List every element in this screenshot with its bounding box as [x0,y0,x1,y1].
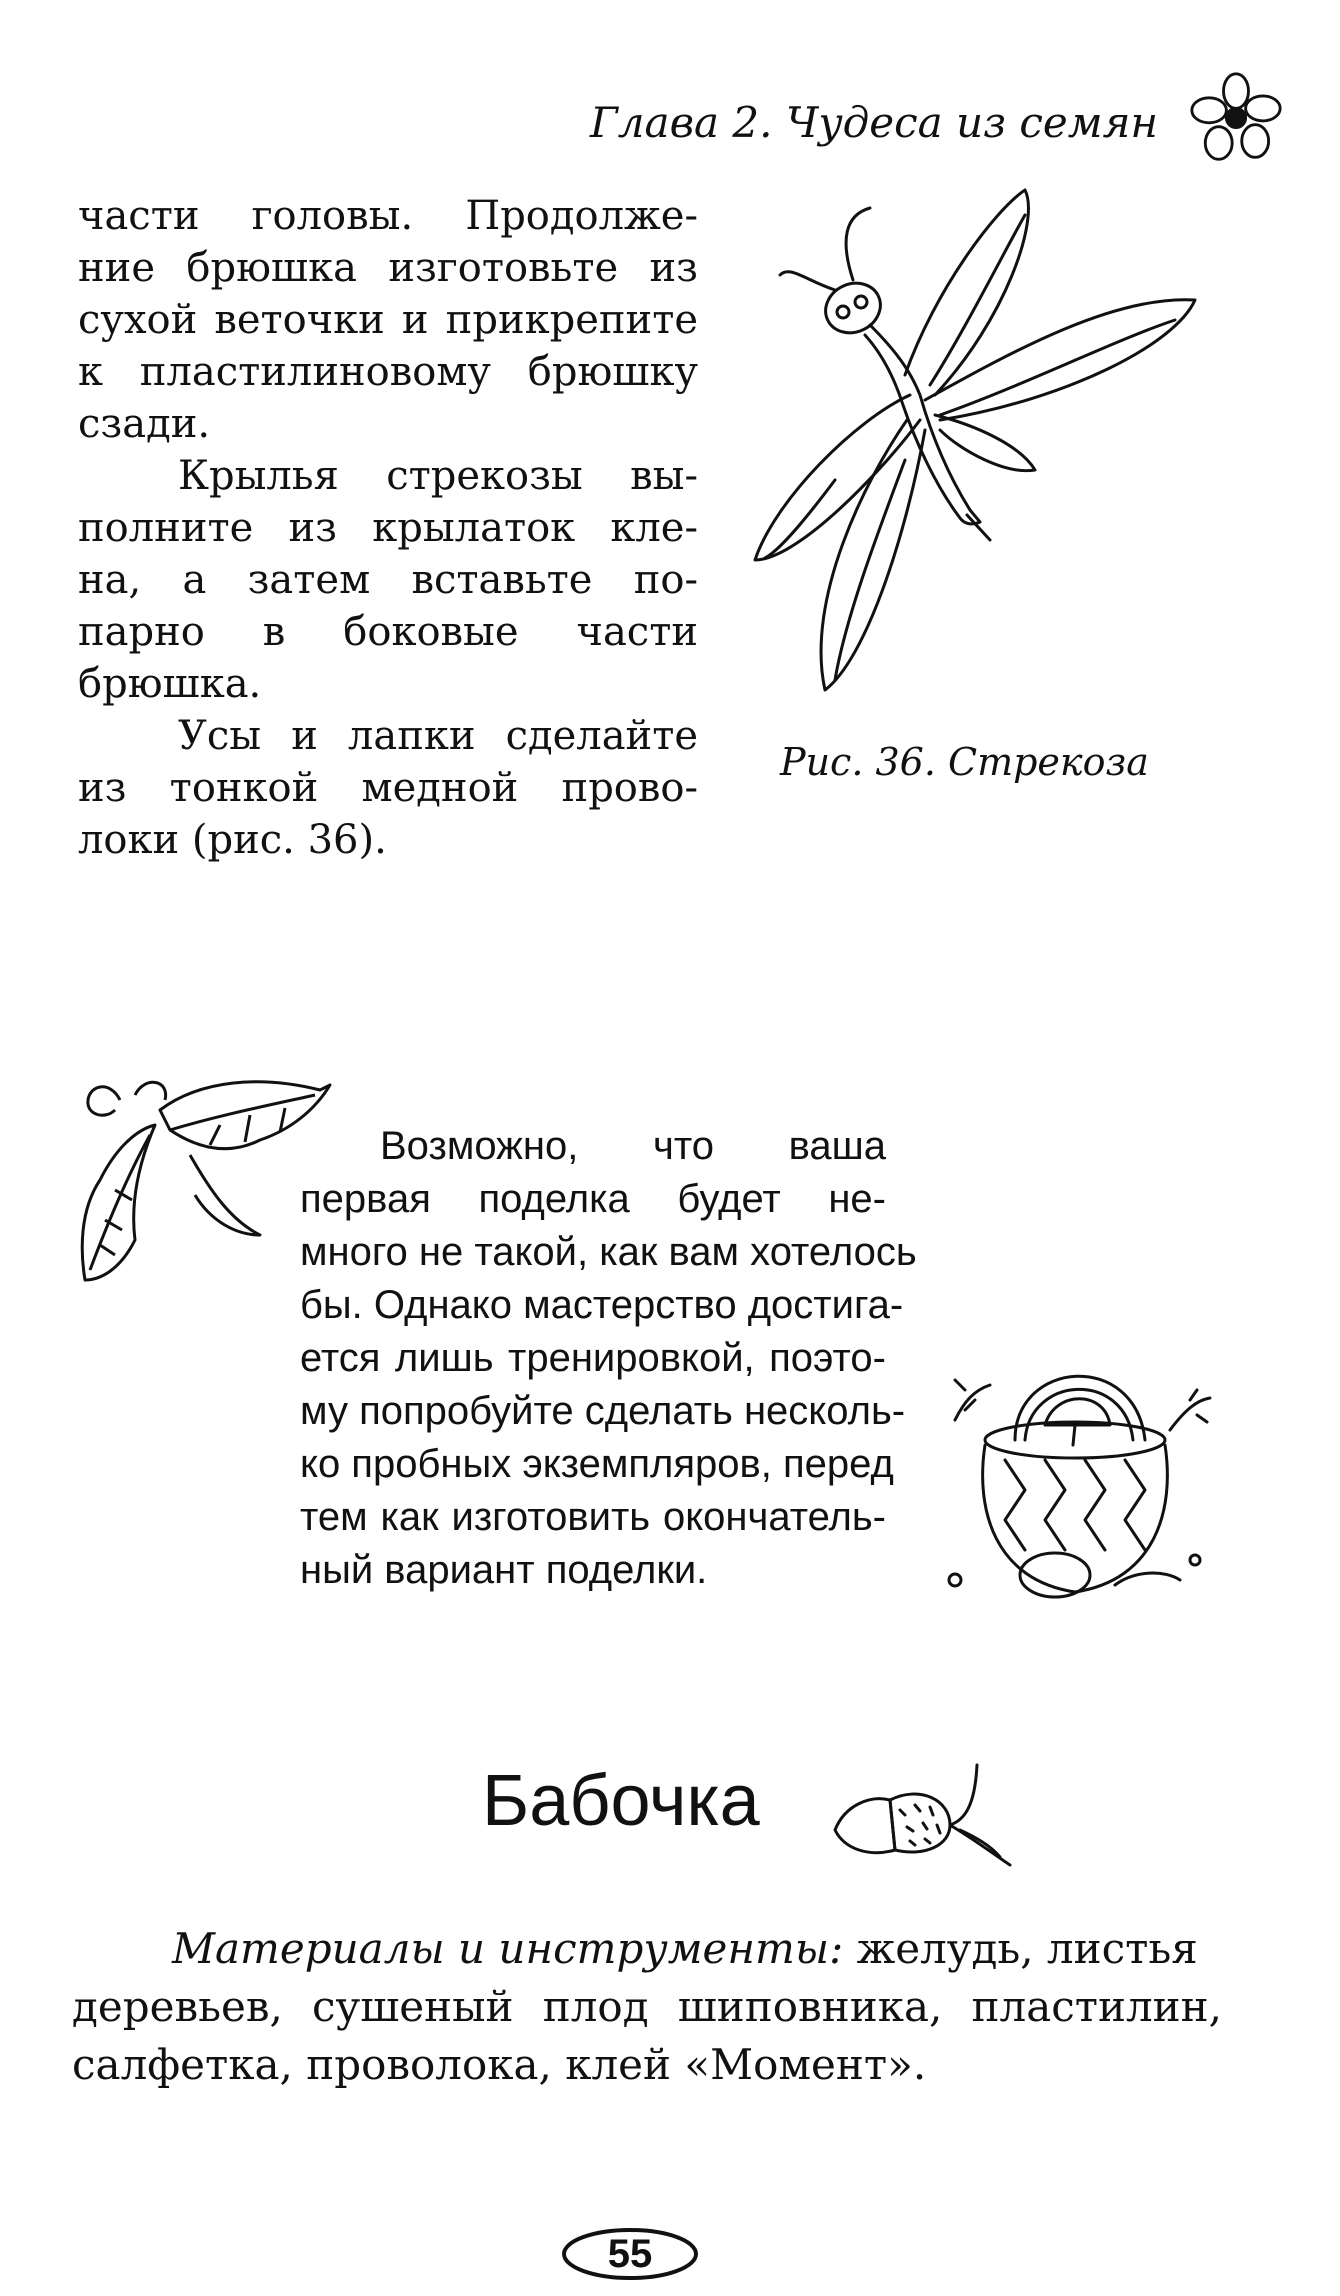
text-line: сзади. [78,401,211,447]
text-line: сухой веточки и прикрепите [78,297,698,343]
materials-label: Материалы и инструменты: [172,1924,844,1973]
note-line: ется лишь тренировкой, поэто- [300,1336,886,1380]
body-text [78,190,698,866]
flower-icon [1188,70,1284,166]
text-line: полните из крылаток кле- [78,505,698,551]
text-line: парно в боковые части [78,609,698,655]
text-line: локи (рис. 36). [78,817,387,863]
note-line: му попробуйте сделать несколь- [300,1389,906,1433]
note-line: Возможно, что ваша [380,1124,886,1168]
text-line: ние брюшка изготовьте из [78,245,698,291]
note-line: первая поделка будет не- [300,1177,886,1221]
page-number: 55 [607,2232,653,2276]
note-line: много не такой, как вам хотелось [300,1230,917,1274]
note-line: ный вариант поделки. [300,1548,708,1592]
text-line: Усы и лапки сделайте [178,713,698,759]
text-line: из тонкой медной прово- [78,765,698,811]
note-line: ко пробных экземпляров, перед [300,1442,894,1486]
note-line: тем как изготовить окончатель- [300,1495,886,1539]
text-line: части головы. Продолже- [78,193,698,239]
note-line: бы. Однако мастерство достига- [300,1283,904,1327]
acorn-icon [825,1745,1015,1875]
text-line: на, а затем вставьте по- [78,557,698,603]
text-line: к пластилиновому брюшку [78,349,698,395]
materials-paragraph [72,1920,1222,2094]
chapter-header: Глава 2. Чудеса из семян [590,98,1159,147]
materials-text: желудь, листья [843,1924,1198,1973]
materials-text: салфетка, проволока, клей «Момент». [72,2040,927,2089]
figure-caption: Рис. 36. Стрекоза [780,740,1149,784]
section-title: Бабочка [482,1761,760,1841]
dragonfly-illustration [735,180,1215,710]
page-number-badge [560,2226,700,2282]
materials-text: деревьев, сушеный плод шиповника, пластилин, [72,1982,1222,2031]
note-block [300,1120,917,1597]
text-line: брюшка. [78,661,262,707]
text-line: Крылья стрекозы вы- [178,453,698,499]
mushroom-basket-illustration [935,1330,1215,1620]
